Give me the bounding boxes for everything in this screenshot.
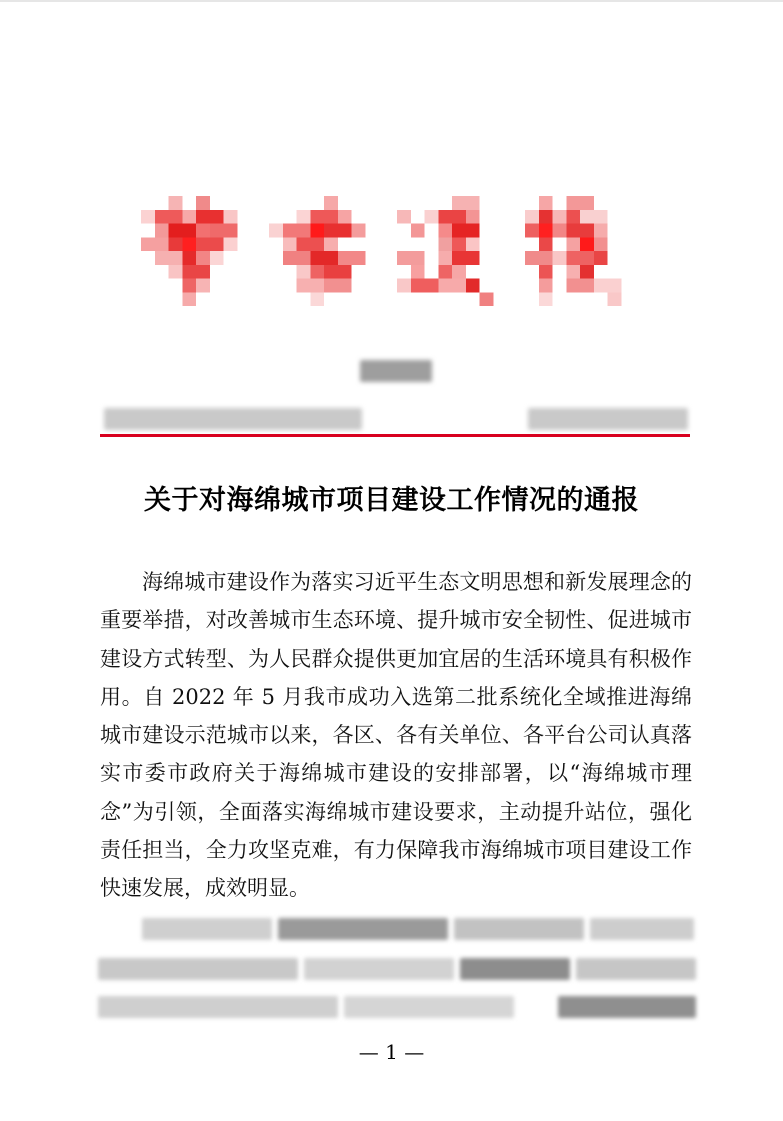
date-obscured (528, 408, 688, 430)
masthead-glyph-3 (396, 196, 508, 306)
obscured-line-2 (98, 958, 698, 980)
body-paragraph-1: 海绵城市建设作为落实习近平生态文明思想和新发展理念的重要举措，对改善城市生态环境、提升城市安全韧性、促进城市建设方式转型、为人民群众提供更加宜居的生活环境具有积极作用。自 2022 年 5 月我市成功入选第二批系统化全域推进海绵城市建设示范城市以来，各区、各有关单位、各平台公司认真落实市委市政府关于海绵城市建设的安排部署，以“海绵城市理念”为引领，全面落实海绵城市建设要求，主动提升站位，强化责任担当，全力攻坚克难，有力保障我市海绵城市项目建设工作快速发展，成效明显。 (100, 570, 692, 901)
masthead-obscured (140, 196, 640, 306)
document-title: 关于对海绵城市项目建设工作情况的通报 (144, 485, 639, 516)
obscured-line-3 (98, 996, 698, 1018)
issuer-obscured (104, 408, 362, 430)
document-body (100, 563, 692, 908)
page-top-border (0, 0, 783, 2)
masthead-glyph-2 (268, 196, 380, 306)
obscured-paragraph (98, 908, 698, 1028)
masthead-glyph-1 (140, 196, 252, 306)
obscured-line-1 (98, 918, 698, 940)
red-separator-rule (100, 434, 690, 437)
document-number-obscured (360, 360, 432, 382)
page-number: — 1 — (358, 1040, 425, 1064)
masthead-glyph-4 (524, 196, 636, 306)
